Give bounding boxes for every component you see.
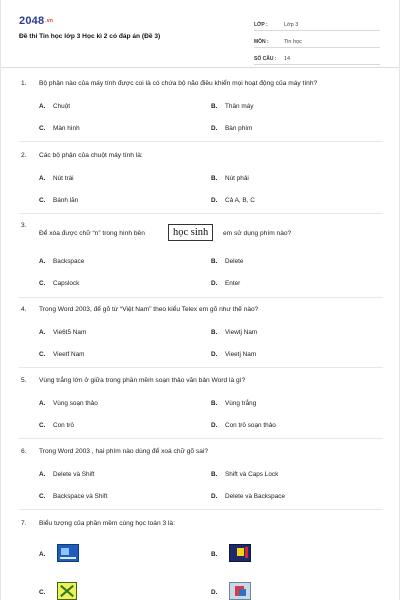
option-text: Capslock bbox=[53, 280, 80, 287]
option-text: Bàn phím bbox=[225, 125, 253, 132]
exam-title: Đề thi Tin học lớp 3 Học kì 2 có đáp án (Đề 3) bbox=[19, 33, 161, 40]
question-stem: Vùng trắng lớn ở giữa trong phần mềm soạn thảo văn bản Word là gì? bbox=[39, 377, 246, 384]
question-text bbox=[21, 448, 208, 455]
question-number: 4. bbox=[21, 306, 27, 313]
option-text: Backspace và Shift bbox=[53, 493, 108, 500]
option-letter: C. bbox=[39, 351, 46, 358]
meta-value: Tin học bbox=[284, 39, 302, 45]
option-text: Con trỏ bbox=[53, 422, 74, 429]
header bbox=[1, 0, 399, 68]
option-letter: A. bbox=[39, 400, 46, 407]
question-number: 2. bbox=[21, 152, 27, 159]
meta-value: 14 bbox=[284, 56, 291, 62]
option-letter: A. bbox=[39, 103, 46, 110]
divider bbox=[19, 213, 383, 214]
option-letter: D. bbox=[211, 493, 218, 500]
option-a[interactable] bbox=[39, 471, 95, 478]
option-text: Shift và Caps Lock bbox=[225, 471, 279, 478]
option-text: Nút trái bbox=[53, 175, 74, 182]
option-letter: B. bbox=[211, 471, 218, 478]
option-letter: A. bbox=[39, 175, 46, 182]
option-letter: D. bbox=[211, 280, 218, 287]
option-c[interactable] bbox=[39, 280, 79, 287]
option-letter: B. bbox=[211, 258, 218, 265]
meta-value: Lớp 3 bbox=[284, 22, 299, 28]
option-a[interactable] bbox=[39, 103, 70, 110]
option-text: Vùng soạn thảo bbox=[53, 400, 98, 407]
divider bbox=[19, 367, 383, 368]
option-text: Delete và Shift bbox=[53, 471, 95, 478]
option-letter: D. bbox=[211, 351, 218, 358]
question-stem: Biểu tượng của phần mềm cùng học toán 3 là: bbox=[39, 520, 175, 527]
meta-row-subject bbox=[254, 31, 380, 48]
option-text: Bánh lăn bbox=[53, 197, 79, 204]
option-letter: B. bbox=[211, 103, 218, 110]
boxed-word-image: học sinh bbox=[168, 224, 213, 241]
option-b[interactable] bbox=[211, 329, 257, 336]
question-text bbox=[21, 152, 143, 159]
option-letter: D. bbox=[211, 422, 218, 429]
site-logo[interactable] bbox=[19, 15, 53, 27]
option-letter: C. bbox=[39, 422, 46, 429]
question-stem: Các bộ phận của chuột máy tính là: bbox=[39, 152, 143, 159]
meta-label: MÔN : bbox=[254, 39, 269, 45]
question-text bbox=[21, 377, 245, 384]
option-letter: B. bbox=[211, 175, 218, 182]
option-d[interactable] bbox=[211, 280, 240, 287]
option-text: Nút phải bbox=[225, 175, 249, 182]
meta-row-count bbox=[254, 48, 380, 65]
option-text: Thân máy bbox=[225, 103, 254, 110]
option-d[interactable] bbox=[211, 351, 256, 358]
option-letter: B. bbox=[211, 400, 218, 407]
option-letter: C. bbox=[39, 197, 46, 204]
option-c[interactable] bbox=[39, 351, 85, 358]
meta-label: SỐ CÂU : bbox=[254, 56, 277, 62]
option-text: Chuột bbox=[53, 103, 71, 110]
option-text: Backspace bbox=[53, 258, 85, 265]
divider bbox=[19, 438, 383, 439]
option-letter: A. bbox=[39, 471, 46, 478]
option-letter: C. bbox=[39, 493, 46, 500]
question-number: 1. bbox=[21, 80, 27, 87]
option-text: Delete bbox=[225, 258, 244, 265]
option-d[interactable] bbox=[211, 125, 252, 132]
option-text: Con trỏ soạn thảo bbox=[225, 422, 276, 429]
divider bbox=[19, 297, 383, 298]
option-letter: D. bbox=[211, 589, 218, 596]
option-a[interactable] bbox=[39, 175, 74, 182]
option-b[interactable] bbox=[211, 400, 256, 407]
option-letter: D. bbox=[211, 197, 218, 204]
option-letter: C. bbox=[39, 125, 46, 132]
green-x-glyph bbox=[58, 583, 76, 599]
logo-suffix: .vn bbox=[45, 18, 54, 25]
green-x-icon[interactable] bbox=[57, 582, 77, 600]
option-text: Viewtj Nam bbox=[225, 329, 258, 336]
meta-label: LỚP : bbox=[254, 22, 268, 28]
question-number: 7. bbox=[21, 520, 27, 527]
option-letter: A. bbox=[39, 551, 46, 558]
question-number: 5. bbox=[21, 377, 27, 384]
option-b[interactable] bbox=[211, 258, 243, 265]
option-letter: A. bbox=[39, 258, 46, 265]
question-stem-end: em sử dụng phím nào? bbox=[223, 230, 292, 237]
question-stem: Trong Word 2003, để gõ từ “Việt Nam” theo kiểu Telex em gõ như thế nào? bbox=[39, 306, 259, 313]
option-letter: D. bbox=[211, 125, 218, 132]
meta-row-class bbox=[254, 14, 380, 31]
math-software-icon[interactable] bbox=[57, 544, 79, 562]
option-c[interactable] bbox=[39, 125, 80, 132]
option-letter: B. bbox=[211, 329, 218, 336]
option-letter: C. bbox=[39, 589, 46, 596]
option-b[interactable] bbox=[211, 471, 278, 478]
option-d[interactable] bbox=[211, 589, 225, 596]
option-a[interactable] bbox=[39, 400, 98, 407]
option-d[interactable] bbox=[211, 422, 276, 429]
option-text: Màn hình bbox=[53, 125, 80, 132]
option-a[interactable] bbox=[39, 329, 86, 336]
option-text: Vieetf Nam bbox=[53, 351, 85, 358]
option-c[interactable] bbox=[39, 493, 107, 500]
question-text bbox=[21, 520, 175, 527]
option-letter: C. bbox=[39, 280, 46, 287]
question-text bbox=[21, 80, 317, 87]
option-text: Vie6t5 Nam bbox=[53, 329, 87, 336]
option-d[interactable] bbox=[211, 197, 255, 204]
option-text: Delete và Backspace bbox=[225, 493, 286, 500]
paint-app-icon[interactable] bbox=[229, 544, 251, 562]
option-text: Vùng trắng bbox=[225, 400, 257, 407]
question-stem: Bộ phận nào của máy tính được coi là có chứa bộ não điều khiển mọi hoạt động của máy tính? bbox=[39, 80, 318, 87]
exam-meta bbox=[254, 14, 380, 65]
option-letter: B. bbox=[211, 551, 218, 558]
option-d[interactable] bbox=[211, 493, 285, 500]
divider bbox=[19, 141, 383, 142]
question-stem: Để xóa được chữ “n” trong hình bên bbox=[39, 230, 145, 237]
option-text: Cả A, B, C bbox=[225, 197, 255, 204]
option-b[interactable] bbox=[211, 175, 249, 182]
question-number: 6. bbox=[21, 448, 27, 455]
question-stem: Trong Word 2003 , hai phím nào dùng để xoá chữ gõ sai? bbox=[39, 448, 208, 455]
option-c[interactable] bbox=[39, 422, 74, 429]
question-number: 3. bbox=[21, 222, 27, 229]
option-a[interactable] bbox=[39, 258, 84, 265]
option-a[interactable] bbox=[39, 551, 53, 558]
question-text bbox=[21, 306, 258, 313]
option-b[interactable] bbox=[211, 103, 253, 110]
divider bbox=[19, 509, 383, 510]
option-text: Vieetj Nam bbox=[225, 351, 257, 358]
option-c[interactable] bbox=[39, 589, 53, 596]
option-text: Enter bbox=[225, 280, 241, 287]
logo-text: 2048 bbox=[19, 15, 45, 27]
option-b[interactable] bbox=[211, 551, 225, 558]
windows-app-icon[interactable] bbox=[229, 582, 251, 600]
option-letter: A. bbox=[39, 329, 46, 336]
option-c[interactable] bbox=[39, 197, 78, 204]
